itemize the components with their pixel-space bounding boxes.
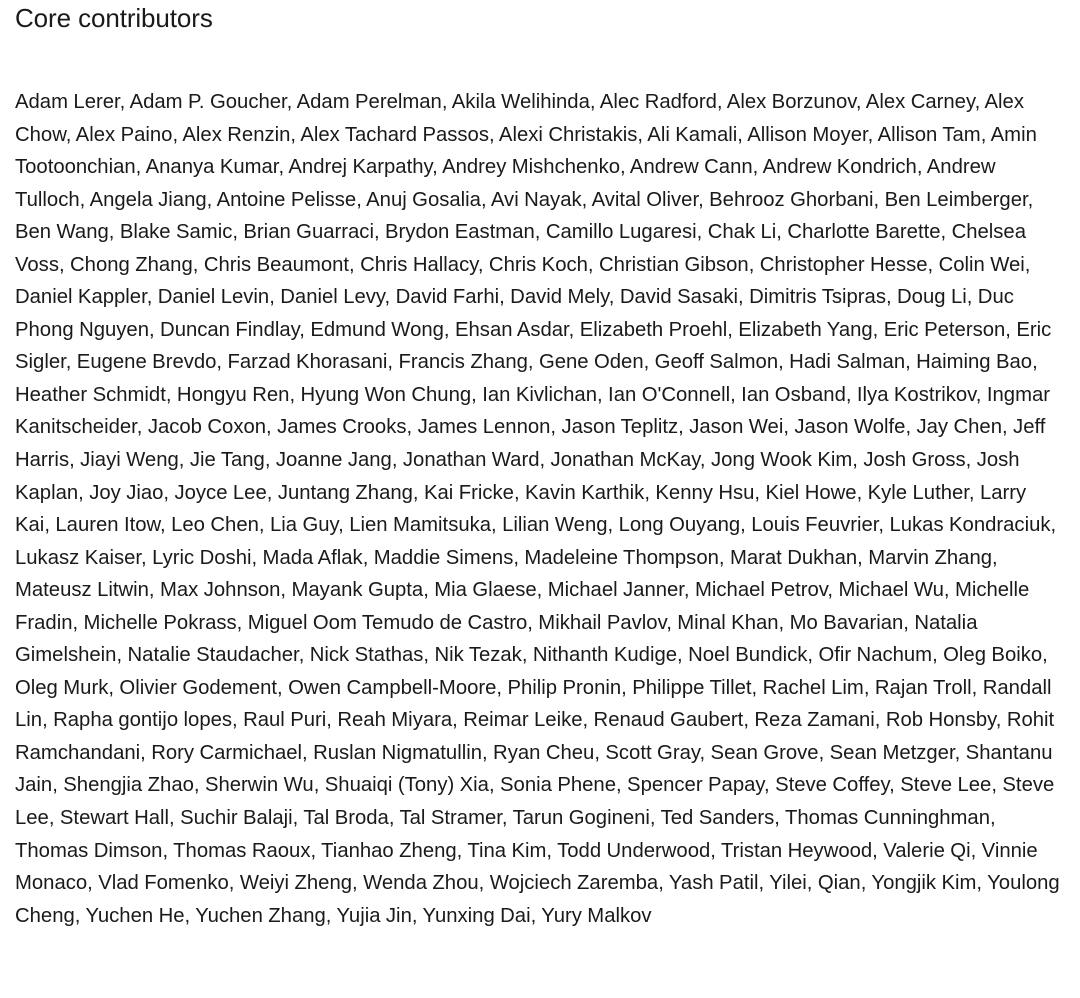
contributors-list: Adam Lerer, Adam P. Goucher, Adam Perelman, Akila Welihinda, Alec Radford, Alex Borzunov, Alex Carney, Alex Chow, Alex Paino, Alex Renzin, Alex Tachard Passos, Alexi Christakis, Ali Kamali, Allison Moyer, Allison Tam, Amin Tootoonchian, Ananya Kumar, Andrej Karpathy, Andrey Mishchenko, Andrew Cann, Andrew Kondrich, Andrew Tulloch, Angela Jiang, Antoine Pelisse, Anuj Gosalia, Avi Nayak, Avital Oliver, Behrooz Ghorbani, Ben Leimberger, Ben Wang, Blake Samic, Brian Guarraci, Brydon Eastman, Camillo Lugaresi, Chak Li, Charlotte Barette, Chelsea Voss, Chong Zhang, Chris Beaumont, Chris Hallacy, Chris Koch, Christian Gibson, Christopher Hesse, Colin Wei, Daniel Kappler, Daniel Levin, Daniel Levy, David Farhi, David Mely, David Sasaki, Dimitris Tsipras, Doug Li, Duc Phong Nguyen, Duncan Findlay, Edmund Wong, Ehsan Asdar, Elizabeth Proehl, Elizabeth Yang, Eric Peterson, Eric Sigler, Eugene Brevdo, Farzad Khorasani, Francis Zhang, Gene Oden, Geoff Salmon, Hadi Salman, Haiming Bao, Heather Schmidt, Hongyu Ren, Hyung Won Chung, Ian Kivlichan, Ian O'Connell, Ian Osband, Ilya Kostrikov, Ingmar Kanitscheider, Jacob Coxon, James Crooks, James Lennon, Jason Teplitz, Jason Wei, Jason Wolfe, Jay Chen, Jeff Harris, Jiayi Weng, Jie Tang, Joanne Jang, Jonathan Ward, Jonathan McKay, Jong Wook Kim, Josh Gross, Josh Kaplan, Joy Jiao, Joyce Lee, Juntang Zhang, Kai Fricke, Kavin Karthik, Kenny Hsu, Kiel Howe, Kyle Luther, Larry Kai, Lauren Itow, Leo Chen, Lia Guy, Lien Mamitsuka, Lilian Weng, Long Ouyang, Louis Feuvrier, Lukas Kondraciuk, Lukasz Kaiser, Lyric Doshi, Mada Aflak, Maddie Simens, Madeleine Thompson, Marat Dukhan, Marvin Zhang, Mateusz Litwin, Max Johnson, Mayank Gupta, Mia Glaese, Michael Janner, Michael Petrov, Michael Wu, Michelle Fradin, Michelle Pokrass, Miguel Oom Temudo de Castro, Mikhail Pavlov, Minal Khan, Mo Bavarian, Natalia Gimelshein, Natalie Staudacher, Nick Stathas, Nik Tezak, Nithanth Kudige, Noel Bundick, Ofir Nachum, Oleg Boiko, Oleg Murk, Olivier Godement, Owen Campbell-Moore, Philip Pronin, Philippe Tillet, Rachel Lim, Rajan Troll, Randall Lin, Rapha gontijo lopes, Raul Puri, Reah Miyara, Reimar Leike, Renaud Gaubert, Reza Zamani, Rob Honsby, Rohit Ramchandani, Rory Carmichael, Ruslan Nigmatullin, Ryan Cheu, Scott Gray, Sean Grove, Sean Metzger, Shantanu Jain, Shengjia Zhao, Sherwin Wu, Shuaiqi (Tony) Xia, Sonia Phene, Spencer Papay, Steve Coffey, Steve Lee, Steve Lee, Stewart Hall, Suchir Balaji, Tal Broda, Tal Stramer, Tarun Gogineni, Ted Sanders, Thomas Cunninghman, Thomas Dimson, Thomas Raoux, Tianhao Zheng, Tina Kim, Todd Underwood, Tristan Heywood, Valerie Qi, Vinnie Monaco, Vlad Fomenko, Weiyi Zheng, Wenda Zhou, Wojciech Zaremba, Yash Patil, Yilei, Qian, Yongjik Kim, Youlong Cheng, Yuchen He, Yuchen Zhang, Yujia Jin, Yunxing Dai, Yury Malkov [15,91,1060,927]
section-title: Core contributors [15,3,213,33]
